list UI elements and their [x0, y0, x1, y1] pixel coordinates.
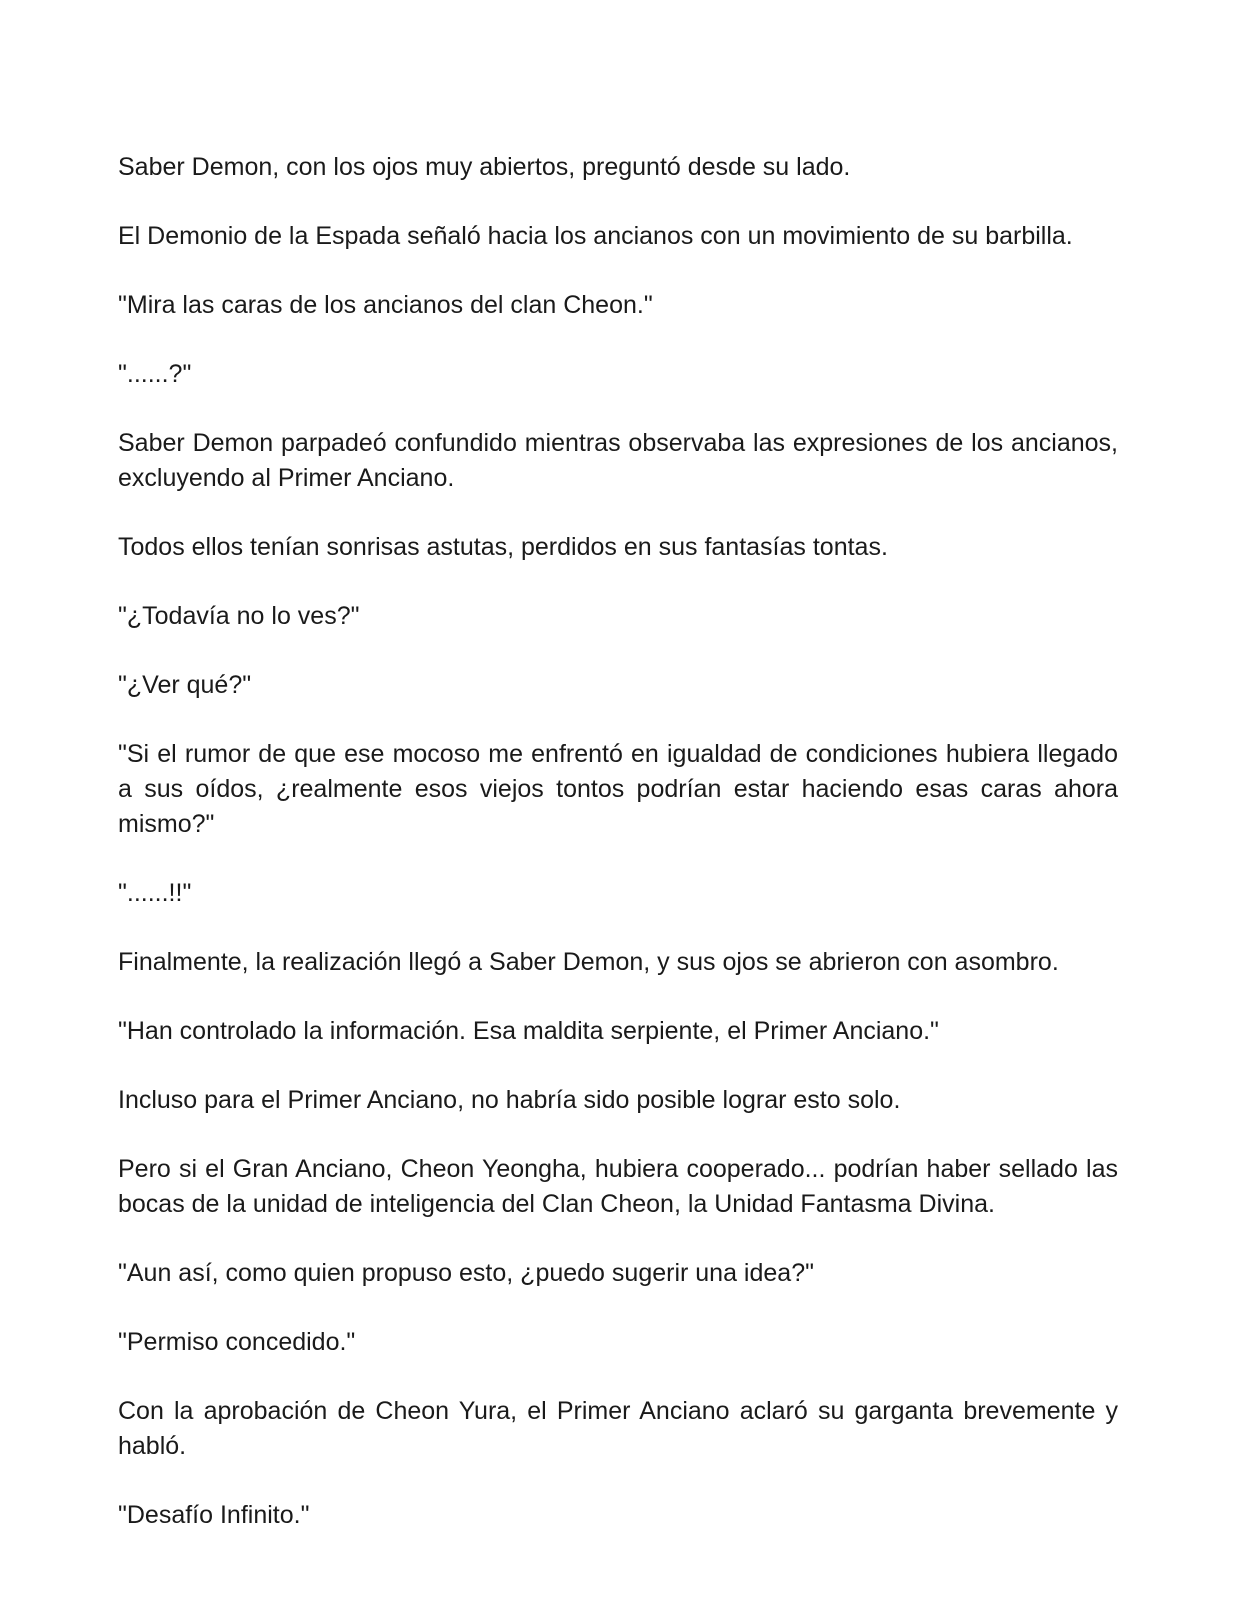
paragraph: Pero si el Gran Anciano, Cheon Yeongha, hubiera cooperado... podrían haber sellado las bocas de la unidad de inteligencia del Clan Cheon, la Unidad Fantasma Divina. [118, 1155, 1118, 1218]
paragraph: "¿Todavía no lo ves?" [118, 602, 360, 630]
paragraph: Todos ellos tenían sonrisas astutas, perdidos en sus fantasías tontas. [118, 533, 888, 561]
paragraph: Incluso para el Primer Anciano, no habría sido posible lograr esto solo. [118, 1086, 901, 1114]
paragraph: Saber Demon, con los ojos muy abiertos, preguntó desde su lado. [118, 153, 851, 181]
paragraph: "Han controlado la información. Esa maldita serpiente, el Primer Anciano." [118, 1017, 939, 1045]
paragraph: Saber Demon parpadeó confundido mientras observaba las expresiones de los ancianos, excluyendo al Primer Anciano. [118, 429, 1118, 492]
paragraph: "Desafío Infinito." [118, 1501, 310, 1529]
paragraph: "Si el rumor de que ese mocoso me enfrentó en igualdad de condiciones hubiera llegado a sus oídos, ¿realmente esos viejos tontos podrían estar haciendo esas caras ahora mismo?" [118, 740, 1118, 838]
paragraph: "......!!" [118, 879, 192, 907]
paragraph: "......?" [118, 360, 192, 388]
paragraph: "Permiso concedido." [118, 1328, 356, 1356]
paragraph: Finalmente, la realización llegó a Saber Demon, y sus ojos se abrieron con asombro. [118, 948, 1059, 976]
paragraph: El Demonio de la Espada señaló hacia los ancianos con un movimiento de su barbilla. [118, 222, 1073, 250]
document-body [118, 150, 1118, 1567]
paragraph: "Aun así, como quien propuso esto, ¿puedo sugerir una idea?" [118, 1259, 814, 1287]
paragraph: "¿Ver qué?" [118, 671, 252, 699]
paragraph: Con la aprobación de Cheon Yura, el Primer Anciano aclaró su garganta brevemente y habló. [118, 1397, 1118, 1460]
paragraph: "Mira las caras de los ancianos del clan Cheon." [118, 291, 653, 319]
